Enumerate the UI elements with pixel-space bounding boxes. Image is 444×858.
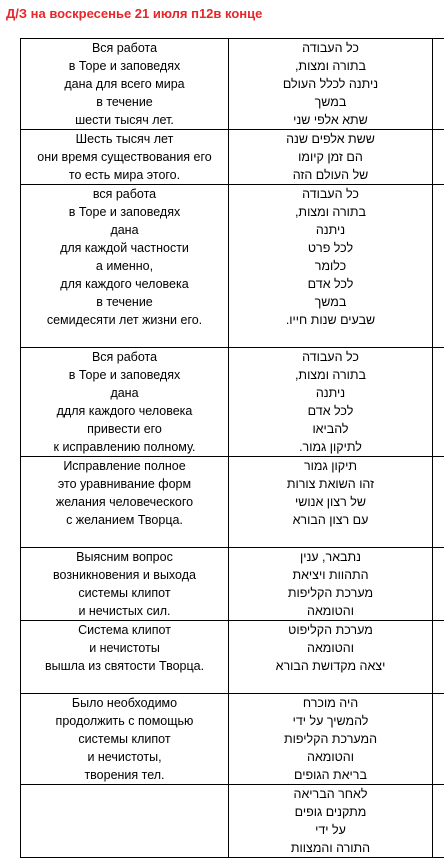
text-line: они время существования его [23, 148, 226, 166]
text-line: Шесть тысяч лет [23, 130, 226, 148]
text-line: מערכת הקליפוט [231, 621, 430, 639]
text-line: יצאה מקדושת הבורא [231, 657, 430, 675]
russian-cell [21, 621, 229, 694]
russian-cell [21, 185, 229, 348]
text-line: ניתנה [231, 221, 430, 239]
russian-cell [21, 457, 229, 548]
text-line: семидесяти лет жизни его. [23, 311, 226, 329]
text-line: а именно, [23, 257, 226, 275]
text-line: נתבאר, ענין [231, 548, 430, 566]
hebrew-cell [229, 694, 433, 785]
text-line: ניתנה לכלל העולם [231, 75, 430, 93]
text-line: עם רצון הבורא [231, 511, 430, 529]
text-line: с желанием Творца. [23, 511, 226, 529]
text-line: творения тел. [23, 766, 226, 784]
text-line: в Торе и заповедях [23, 203, 226, 221]
text-line: שבעים שנות חייו. [231, 311, 430, 329]
text-line: בתורה ומצות, [231, 57, 430, 75]
hebrew-cell [229, 457, 433, 548]
russian-cell [21, 694, 229, 785]
hebrew-cell [229, 785, 433, 858]
text-line: в течение [23, 293, 226, 311]
text-line: היה מוכרח [231, 694, 430, 712]
text-line: Было необходимо [23, 694, 226, 712]
text-line: шести тысяч лет. [23, 111, 226, 129]
russian-cell [21, 130, 229, 185]
text-line: системы клипот [23, 730, 226, 748]
text-line: Система клипот [23, 621, 226, 639]
text-line: והטומאה [231, 602, 430, 620]
extra-cell [433, 694, 444, 785]
text-line: Вся работа [23, 39, 226, 57]
extra-cell [433, 785, 444, 858]
text-line: ששת אלפים שנה [231, 130, 430, 148]
text-line: для каждого человека [23, 275, 226, 293]
text-line: מתקנים גופים [231, 803, 430, 821]
russian-cell [21, 348, 229, 457]
text-line: дана [23, 221, 226, 239]
text-line: במשך [231, 293, 430, 311]
text-line: לכל אדם [231, 275, 430, 293]
table-row [21, 548, 444, 621]
table-row [21, 621, 444, 694]
text-line: בתורה ומצות, [231, 203, 430, 221]
extra-cell [433, 348, 444, 457]
text-line: על ידי [231, 821, 430, 839]
text-line: לאחר הבריאה [231, 785, 430, 803]
text-line: בתורה ומצות, [231, 366, 430, 384]
hebrew-cell [229, 130, 433, 185]
russian-cell [21, 785, 229, 858]
text-line: כלומר [231, 257, 430, 275]
text-line: и нечистоты [23, 639, 226, 657]
extra-cell [433, 548, 444, 621]
hebrew-cell [229, 621, 433, 694]
blank-line [231, 529, 430, 547]
text-line: для каждой частности [23, 239, 226, 257]
page-heading: Д/З на воскресенье 21 июля п12в конце [6, 6, 262, 21]
text-line: и нечистоты, [23, 748, 226, 766]
text-line: בריאת הגופים [231, 766, 430, 784]
text-line: привести его [23, 420, 226, 438]
text-line: והטומאה [231, 639, 430, 657]
blank-line [231, 329, 430, 347]
text-line: в течение [23, 93, 226, 111]
text-line: дана для всего мира [23, 75, 226, 93]
text-line: לתיקון גמור. [231, 438, 430, 456]
table-row [21, 185, 444, 348]
text-line: дана [23, 384, 226, 402]
text-line: это уравнивание форм [23, 475, 226, 493]
extra-cell [433, 185, 444, 348]
text-line: מערכת הקליפות [231, 584, 430, 602]
text-line: של רצון אנושי [231, 493, 430, 511]
text-line: то есть мира этого. [23, 166, 226, 184]
table-row [21, 130, 444, 185]
extra-cell [433, 39, 444, 130]
hebrew-cell [229, 348, 433, 457]
table-row [21, 694, 444, 785]
text-line: המערכת הקליפות [231, 730, 430, 748]
russian-cell [21, 39, 229, 130]
text-line: להמשיך על ידי [231, 712, 430, 730]
text-line: ניתנה [231, 384, 430, 402]
table-row [21, 348, 444, 457]
text-line: במשך [231, 93, 430, 111]
text-line: להביאו [231, 420, 430, 438]
text-line: ддля каждого человека [23, 402, 226, 420]
text-line: вся работа [23, 185, 226, 203]
text-line: הם זמן קיומו [231, 148, 430, 166]
table-row [21, 785, 444, 858]
text-line: התהוות ויציאת [231, 566, 430, 584]
hebrew-cell [229, 548, 433, 621]
blank-line [23, 675, 226, 693]
hebrew-cell [229, 39, 433, 130]
text-line: вышла из святости Творца. [23, 657, 226, 675]
table-row [21, 457, 444, 548]
text-line: כל העבודה [231, 348, 430, 366]
text-line: продолжить с помощью [23, 712, 226, 730]
text-line: желания человеческого [23, 493, 226, 511]
blank-line [23, 329, 226, 347]
extra-cell [433, 130, 444, 185]
text-line: והטומאה [231, 748, 430, 766]
text-line: и нечистых сил. [23, 602, 226, 620]
blank-line [23, 529, 226, 547]
hebrew-cell [229, 185, 433, 348]
extra-cell [433, 621, 444, 694]
text-line: Выясним вопрос [23, 548, 226, 566]
blank-line [231, 675, 430, 693]
text-line: к исправлению полному. [23, 438, 226, 456]
extra-cell [433, 457, 444, 548]
text-line: זהו השואת צורות [231, 475, 430, 493]
text-line: לכל פרט [231, 239, 430, 257]
text-line: לכל אדם [231, 402, 430, 420]
text-line: כל העבודה [231, 39, 430, 57]
text-line: תיקון גמור [231, 457, 430, 475]
table-row [21, 39, 444, 130]
text-line: התורה והמצוות [231, 839, 430, 857]
text-line: Исправление полное [23, 457, 226, 475]
russian-cell [21, 548, 229, 621]
text-line: в Торе и заповедях [23, 366, 226, 384]
text-line: системы клипот [23, 584, 226, 602]
translation-table [20, 38, 444, 858]
text-line: Вся работа [23, 348, 226, 366]
text-line: כל העבודה [231, 185, 430, 203]
text-line: של העולם הזה [231, 166, 430, 184]
text-line: в Торе и заповедях [23, 57, 226, 75]
text-line: שתא אלפי שני [231, 111, 430, 129]
text-line: возникновения и выхода [23, 566, 226, 584]
